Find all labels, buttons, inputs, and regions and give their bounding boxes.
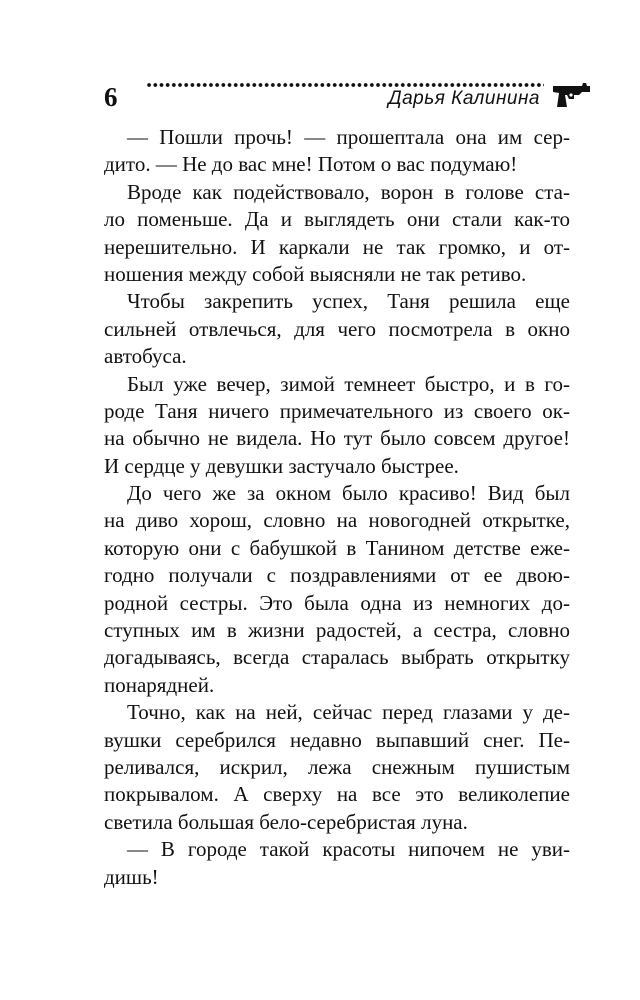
paragraph <box>104 124 570 179</box>
text-line: родной сестры. Это была одна из немногих до- <box>104 590 570 615</box>
text-line: Чтобы закрепить успех, Таня решила еще <box>127 289 570 314</box>
pistol-icon <box>552 80 592 110</box>
text-line: До чего же за окном было красиво! Вид был <box>127 481 570 506</box>
text-line: реливался, искрил, лежа снежным пушистым <box>104 754 570 779</box>
text-line: нерешительно. И каркали не так громко, и от- <box>104 234 570 259</box>
text-line: понарядней. <box>104 672 215 697</box>
page-number: 6 <box>104 82 118 112</box>
text-line: ло поменьше. Да и выглядеть они стали как-то <box>104 207 570 232</box>
paragraph <box>104 288 570 370</box>
text-line: — Пошли прочь! — прошептала она им сер- <box>127 125 570 149</box>
text-line: догадываясь, всегда старалась выбрать открытку <box>104 645 570 670</box>
text-line: роде Таня ничего примечательного из своего ок- <box>104 398 570 423</box>
paragraph <box>104 371 570 481</box>
text-line: дито. — Не до вас мне! Потом о вас подумаю! <box>104 152 518 177</box>
body-text <box>104 124 570 891</box>
text-line: И сердце у девушки застучало быстрее. <box>104 453 459 478</box>
paragraph <box>104 836 570 891</box>
text-line: сильней отвлечься, для чего посмотрела в окно <box>104 316 570 341</box>
text-line: годно получали с поздравлениями от ее двою- <box>104 563 570 588</box>
text-line: Был уже вечер, зимой темнеет быстро, и в го- <box>127 371 570 396</box>
text-line: вушки серебрился недавно выпавший снег. Пе- <box>104 727 570 752</box>
text-line: ношения между собой выясняли не так ретиво. <box>104 261 527 286</box>
paragraph <box>104 699 570 836</box>
text-line: покрывалом. А сверху на все это великолепие <box>104 782 570 807</box>
page-header <box>104 76 592 116</box>
paragraph <box>104 480 570 699</box>
text-line: дишь! <box>104 864 159 889</box>
text-line: — В городе такой красоты нипочем не уви- <box>127 837 570 862</box>
text-line: которую они с бабушкой в Танином детстве еже- <box>104 535 570 560</box>
text-line: Вроде как подействовало, ворон в голове ста- <box>127 179 570 204</box>
running-head-author: Дарья Калинина <box>388 88 540 109</box>
text-line: ступных им в жизни радостей, а сестра, словно <box>104 618 570 643</box>
text-line: автобуса. <box>104 344 187 369</box>
text-line: на диво хорош, словно на новогодней открытке, <box>104 508 570 533</box>
text-line: светила большая бело-серебристая луна. <box>104 809 468 834</box>
text-line: на обычно не видела. Но тут было совсем другое! <box>104 426 570 451</box>
paragraph <box>104 179 570 289</box>
text-line: Точно, как на ней, сейчас перед глазами у де- <box>127 700 570 725</box>
